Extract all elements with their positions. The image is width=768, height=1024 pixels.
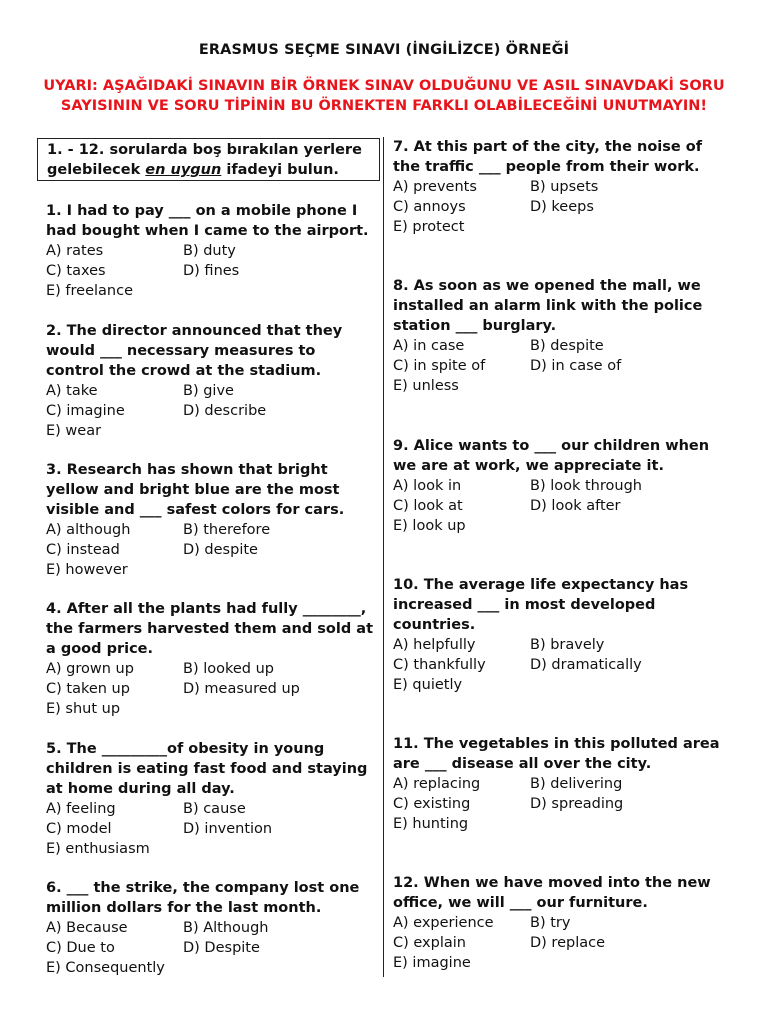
option-b[interactable]: B) looked up [183,661,274,677]
option-c[interactable]: C) explain [393,935,466,951]
question-text: 5. The _________of obesity in young children is eating fast food and staying at home during all day. [46,741,368,797]
option-c[interactable]: C) in spite of [393,358,486,374]
option-d[interactable]: D) keeps [530,199,594,215]
question-10 [393,575,729,695]
column-divider [383,137,384,977]
question-2 [46,321,376,441]
left-column [46,201,376,978]
instructions-emphasis: en uygun [145,162,222,178]
question-text: 10. The average life expectancy has increased ___ in most developed countries. [393,577,689,633]
option-c[interactable]: C) imagine [46,403,125,419]
option-d[interactable]: D) in case of [530,358,622,374]
option-e[interactable]: E) hunting [393,816,469,832]
option-a[interactable]: A) take [46,383,98,399]
exam-title: ERASMUS SEÇME SINAVI (İNGİLİZCE) ÖRNEĞİ [198,42,570,58]
option-a[interactable]: A) Because [46,920,128,936]
question-11 [393,734,729,834]
option-d[interactable]: D) Despite [183,940,260,956]
option-b[interactable]: B) try [530,915,571,931]
option-e[interactable]: E) imagine [393,955,471,971]
option-a[interactable]: A) prevents [393,179,477,195]
option-d[interactable]: D) replace [530,935,606,951]
right-column [393,137,729,973]
option-c[interactable]: C) existing [393,796,471,812]
question-text: 12. When we have moved into the new office, we will ___ our furniture. [393,875,711,911]
question-12 [393,873,729,973]
option-c[interactable]: C) taken up [46,681,130,697]
option-c[interactable]: C) instead [46,542,120,558]
option-e[interactable]: E) enthusiasm [46,841,150,857]
option-e[interactable]: E) look up [393,518,466,534]
option-a[interactable]: A) helpfully [393,637,476,653]
option-d[interactable]: D) despite [183,542,258,558]
question-text: 11. The vegetables in this polluted area are ___ disease all over the city. [393,736,720,772]
option-e[interactable]: E) protect [393,219,465,235]
option-d[interactable]: D) describe [183,403,267,419]
option-b[interactable]: B) cause [183,801,246,817]
option-b[interactable]: B) delivering [530,776,623,792]
option-a[interactable]: A) replacing [393,776,481,792]
option-c[interactable]: C) thankfully [393,657,486,673]
instructions-box [37,138,380,181]
option-b[interactable]: B) bravely [530,637,605,653]
option-e[interactable]: E) shut up [46,701,121,717]
option-d[interactable]: D) fines [183,263,240,279]
question-3 [46,460,376,580]
option-d[interactable]: D) look after [530,498,621,514]
option-b[interactable]: B) look through [530,478,642,494]
option-d[interactable]: D) spreading [530,796,624,812]
option-b[interactable]: B) duty [183,243,236,259]
question-text: 4. After all the plants had fully ________, the farmers harvested them and sold at a good price. [46,601,374,657]
option-e[interactable]: E) however [46,562,128,578]
option-b[interactable]: B) Although [183,920,269,936]
option-e[interactable]: E) quietly [393,677,463,693]
option-c[interactable]: C) model [46,821,112,837]
option-a[interactable]: A) in case [393,338,465,354]
question-5 [46,739,376,859]
question-9 [393,436,729,536]
question-text: 6. ___ the strike, the company lost one million dollars for the last month. [46,880,360,916]
question-4 [46,599,376,719]
instructions-text: 1. - 12. sorularda boş bırakılan yerlere gelebilecek [47,142,362,178]
question-1 [46,201,376,301]
option-e[interactable]: E) unless [393,378,459,394]
question-8 [393,276,729,396]
question-text: 2. The director announced that they would ___ necessary measures to control the crowd at the stadium. [46,323,343,379]
option-d[interactable]: D) dramatically [530,657,642,673]
question-text: 9. Alice wants to ___ our children when we are at work, we appreciate it. [393,438,710,474]
option-c[interactable]: C) annoys [393,199,466,215]
option-a[interactable]: A) experience [393,915,494,931]
option-c[interactable]: C) look at [393,498,463,514]
question-text: 1. I had to pay ___ on a mobile phone I had bought when I came to the airport. [46,203,369,239]
option-a[interactable]: A) although [46,522,131,538]
option-e[interactable]: E) Consequently [46,960,165,976]
option-c[interactable]: C) taxes [46,263,106,279]
option-c[interactable]: C) Due to [46,940,115,956]
question-text: 8. As soon as we opened the mall, we installed an alarm link with the police station ___ burglary. [393,278,703,334]
option-b[interactable]: B) give [183,383,234,399]
option-e[interactable]: E) freelance [46,283,134,299]
question-7 [393,137,729,237]
option-a[interactable]: A) look in [393,478,462,494]
question-text: 7. At this part of the city, the noise of the traffic ___ people from their work. [393,139,703,175]
question-text: 3. Research has shown that bright yellow and bright blue are the most visible and ___ safest colors for cars. [46,462,345,518]
instructions-text-end: ifadeyi bulun. [221,162,339,178]
exam-warning: UYARI: AŞAĞIDAKİ SINAVIN BİR ÖRNEK SINAV OLDUĞUNU VE ASIL SINAVDAKİ SORU SAYISININ VE SORU TİPİNİN BU ÖRNEKTEN FARKLI OLABİLECEĞİNİ UNUTMAYIN! [43,78,725,114]
option-d[interactable]: D) measured up [183,681,300,697]
option-a[interactable]: A) rates [46,243,104,259]
option-b[interactable]: B) therefore [183,522,271,538]
question-6 [46,878,376,978]
option-a[interactable]: A) feeling [46,801,116,817]
option-e[interactable]: E) wear [46,423,102,439]
option-d[interactable]: D) invention [183,821,273,837]
option-b[interactable]: B) despite [530,338,604,354]
option-a[interactable]: A) grown up [46,661,134,677]
option-b[interactable]: B) upsets [530,179,599,195]
